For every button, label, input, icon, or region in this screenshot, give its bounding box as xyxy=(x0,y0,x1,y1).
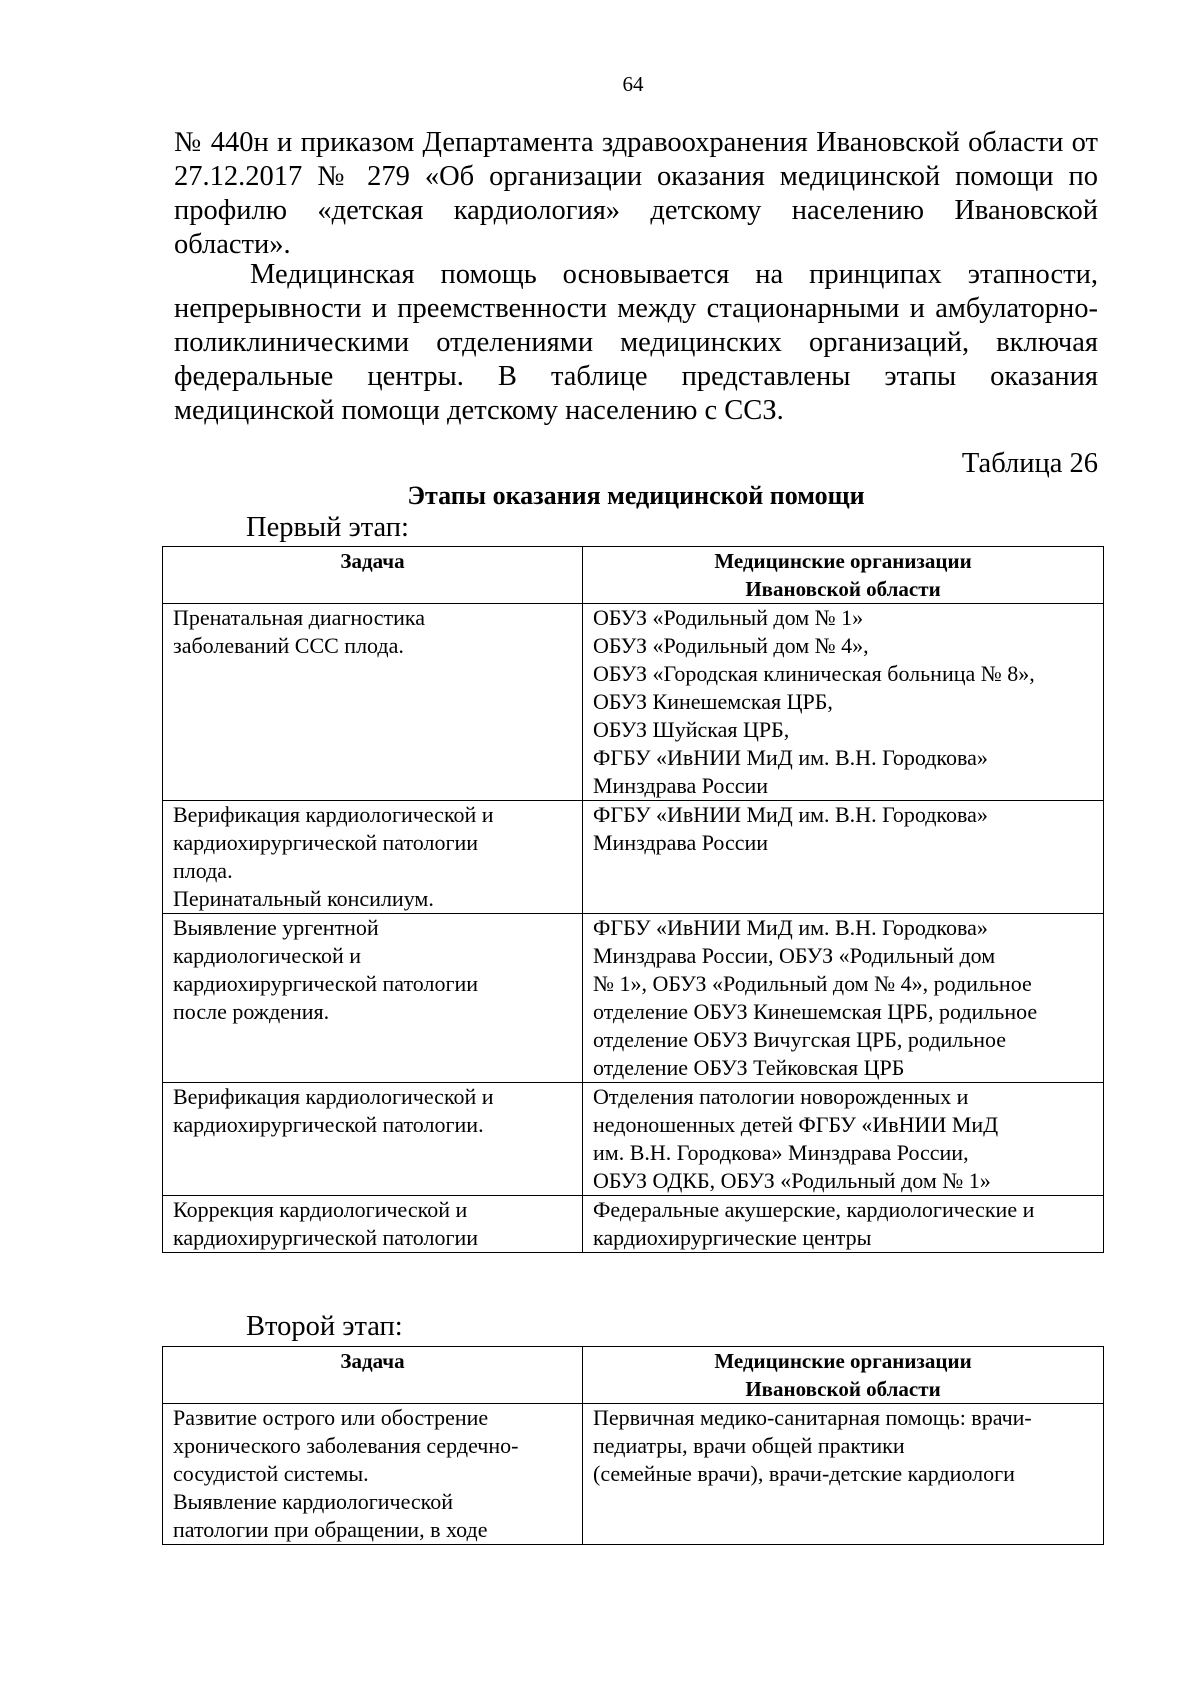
task-cell: Верификация кардиологической и кардиохирургической патологии плода. Перинатальный консилиум. xyxy=(163,801,583,914)
page-number: 64 xyxy=(622,72,644,96)
table-row xyxy=(163,1404,1104,1545)
paragraph-stages: Медицинская помощь основывается на принципах этапности, непрерывности и преемственности между стационарными и амбулаторно-поликлиническими отделениями медицинских организаций, включая федеральные центры. В таблице представлены этапы оказания медицинской помощи детскому населению с ССЗ. xyxy=(174,259,1098,426)
paragraph-intro: № 440н и приказом Департамента здравоохранения Ивановской области от 27.12.2017 № 279 «Об организации оказания медицинской помощи по профилю «детская кардиология» детскому населению Ивановской области». xyxy=(174,127,1098,260)
task-cell: Верификация кардиологической и кардиохирургической патологии. xyxy=(163,1083,583,1196)
organizations-cell: Отделения патологии новорожденных и недоношенных детей ФГБУ «ИвНИИ МиД им. В.Н. Городкова» Минздрава России, ОБУЗ ОДКБ, ОБУЗ «Родильный дом № 1» xyxy=(583,1083,1104,1196)
header-organizations: Медицинские организации Ивановской области xyxy=(583,547,1104,604)
task-cell: Развитие острого или обострение хронического заболевания сердечно- сосудистой системы. Выявление кардиологической патологии при обращении, в ходе xyxy=(163,1404,583,1545)
organizations-cell: Первичная медико-санитарная помощь: врачи- педиатры, врачи общей практики (семейные врачи), врачи-детские кардиологи xyxy=(583,1404,1104,1545)
stage-table-first xyxy=(162,546,1104,1253)
stage-table-second xyxy=(162,1346,1104,1545)
organizations-cell: Федеральные акушерские, кардиологические и кардиохирургические центры xyxy=(583,1196,1104,1253)
table-row xyxy=(163,914,1104,1083)
table-header-row xyxy=(163,1347,1104,1404)
table-caption: Таблица 26 xyxy=(961,448,1098,479)
stage-label-first: Первый этап: xyxy=(246,512,409,543)
stage-label-second: Второй этап: xyxy=(246,1311,403,1342)
table-row xyxy=(163,1083,1104,1196)
header-task: Задача xyxy=(163,547,583,604)
task-cell: Пренатальная диагностика заболеваний ССС плода. xyxy=(163,604,583,801)
task-cell: Выявление ургентной кардиологической и кардиохирургической патологии после рождения. xyxy=(163,914,583,1083)
header-task: Задача xyxy=(163,1347,583,1404)
table-title: Этапы оказания медицинской помощи xyxy=(407,481,865,510)
table-header-row xyxy=(163,547,1104,604)
task-cell: Коррекция кардиологической и кардиохирургической патологии xyxy=(163,1196,583,1253)
header-organizations: Медицинские организации Ивановской области xyxy=(583,1347,1104,1404)
table-row xyxy=(163,604,1104,801)
organizations-cell: ФГБУ «ИвНИИ МиД им. В.Н. Городкова» Минздрава России, ОБУЗ «Родильный дом № 1», ОБУЗ «Родильный дом № 4», родильное отделение ОБУЗ Кинешемская ЦРБ, родильное отделение ОБУЗ Вичугская ЦРБ, родильное отделение ОБУЗ Тейковская ЦРБ xyxy=(583,914,1104,1083)
organizations-cell: ОБУЗ «Родильный дом № 1» ОБУЗ «Родильный дом № 4», ОБУЗ «Городская клиническая больница № 8», ОБУЗ Кинешемская ЦРБ, ОБУЗ Шуйская ЦРБ, ФГБУ «ИвНИИ МиД им. В.Н. Городкова» Минздрава России xyxy=(583,604,1104,801)
table-row xyxy=(163,801,1104,914)
table-row xyxy=(163,1196,1104,1253)
organizations-cell: ФГБУ «ИвНИИ МиД им. В.Н. Городкова» Минздрава России xyxy=(583,801,1104,914)
